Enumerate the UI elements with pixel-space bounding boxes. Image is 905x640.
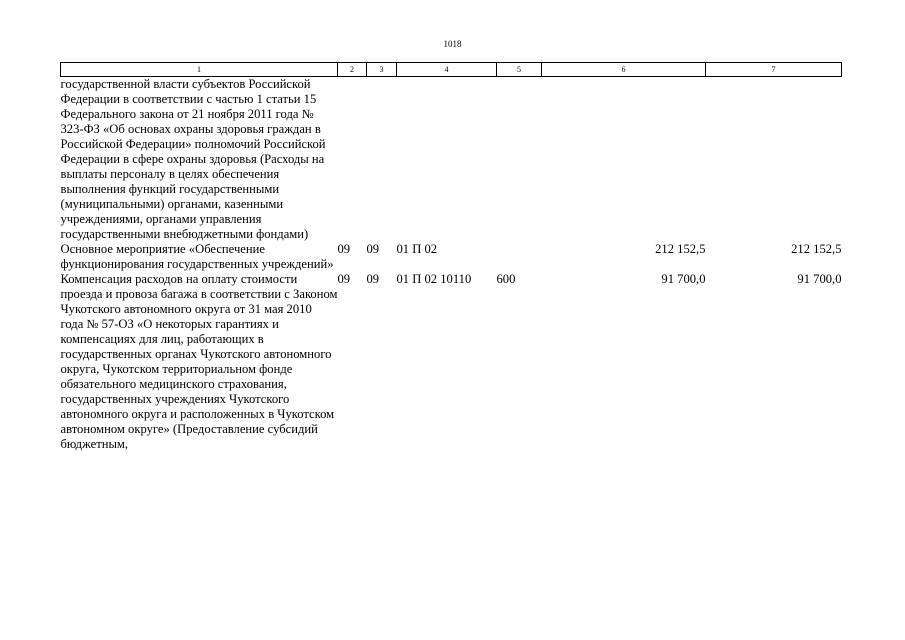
table-header [61,63,842,77]
row-amount-1: 212 152,5 [655,242,706,256]
row-section: 09 [337,272,351,286]
header-cell-amount-2: 7 [706,63,842,77]
row-amount-2: 91 700,0 [797,272,842,286]
row-target-article: 01 П 02 [396,242,438,256]
row-name: Компенсация расходов на оплату стоимости проезда и провоза багажа в соответствии с Законом Чукотского автономного округа от 31 мая 2010 года № 57-ОЗ «О некоторых гарантиях и компенсациях для лиц, работающих в государственных органах Чукотского автономного округа, Чукотском территориальном фонде обязательного медицинского страхования, государственных учреждениях Чукотского автономного округа и расположенных в Чукотском автономном округе» (Предоставление субсидий бюджетным, [60,272,338,451]
header-cell-target-article: 4 [397,63,497,77]
row-target-article [397,77,497,243]
table-row [61,272,842,452]
row-amount-1: 91 700,0 [661,272,706,286]
row-expense-type: 600 [496,272,516,286]
table-row [61,77,842,243]
row-name: государственной власти субъектов Российской Федерации в соответствии с частью 1 статьи 15 Федерального закона от 21 ноября 2011 года № 323-ФЗ «Об основах охраны здоровья граждан в Российской Федерации» полномочий Российской Федерации в сфере охраны здоровья (Расходы на выплаты персоналу в целях обеспечения выполнения функций государственными (муниципальными) органами, казенными учреждениями, органами управления государственными внебюджетными фондами) [60,77,326,241]
row-subsection: 09 [366,272,380,286]
row-amount-2 [706,77,842,243]
row-expense-type [497,242,542,272]
row-name: Основное мероприятие «Обеспечение функционирования государственных учреждений» [60,242,334,271]
row-target-article: 01 П 02 10110 [396,272,472,286]
row-section: 09 [337,242,351,256]
row-subsection: 09 [366,242,380,256]
row-section [338,77,367,243]
header-cell-section: 2 [338,63,367,77]
row-amount-1 [542,77,706,243]
table-row [61,242,842,272]
header-cell-name: 1 [61,63,338,77]
header-row [61,63,842,77]
row-amount-2: 212 152,5 [791,242,842,256]
header-cell-amount-1: 6 [542,63,706,77]
budget-table [60,62,842,452]
header-cell-expense-type: 5 [497,63,542,77]
row-expense-type [497,77,542,243]
table-body [61,77,842,453]
header-cell-subsection: 3 [367,63,397,77]
page-number: 1018 [443,39,462,49]
row-subsection [367,77,397,243]
